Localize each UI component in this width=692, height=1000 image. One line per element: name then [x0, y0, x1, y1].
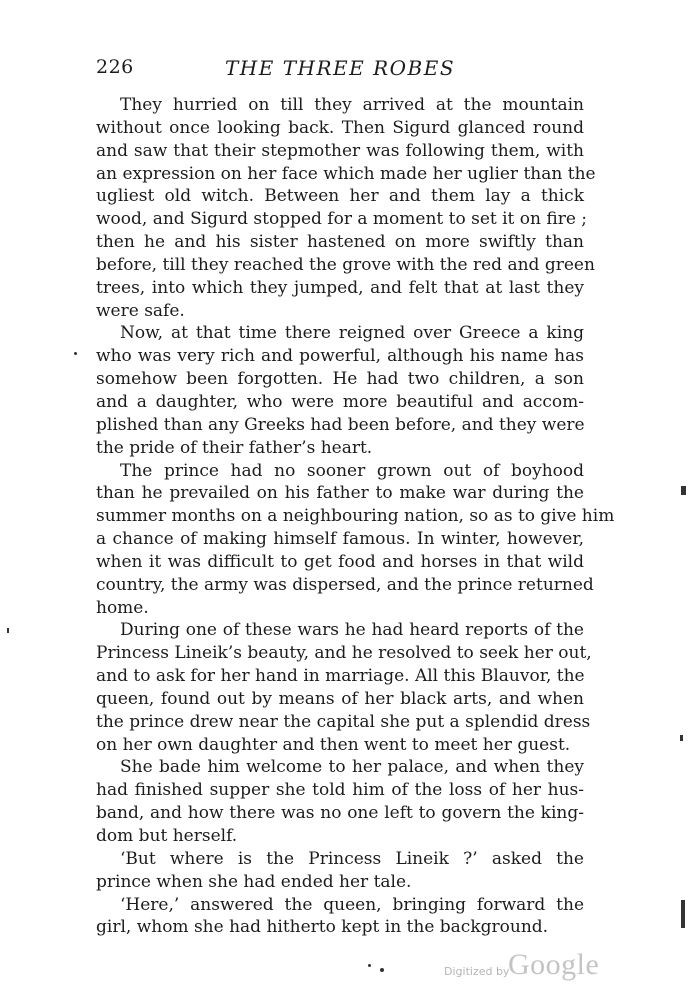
text-line: country, the army was dispersed, and the prince returned [96, 574, 594, 595]
text-line: then he and his sister hastened on more swiftly than [96, 232, 584, 253]
paragraph [96, 894, 584, 940]
google-watermark-logo: Google [508, 948, 600, 981]
text-line: ugliest old witch. Between her and them lay a thick [96, 186, 584, 207]
text-line: and saw that their stepmother was following them, with [96, 140, 584, 161]
running-head: THE THREE ROBES [224, 56, 456, 80]
text-line: were safe. [96, 300, 185, 321]
page-header [96, 56, 584, 82]
paragraph [96, 460, 615, 620]
body-text [96, 94, 615, 939]
text-line: dom but herself. [96, 826, 238, 846]
text-line: girl, whom she had hitherto kept in the background. [96, 917, 549, 938]
scan-speck [380, 968, 384, 972]
paragraph [96, 94, 596, 322]
text-line: somehow been forgotten. He had two children, a son [96, 369, 584, 390]
text-line: before, till they reached the grove with the red and green [96, 254, 595, 275]
digitized-by-label: Digitized by [444, 965, 510, 978]
scan-speck [368, 964, 371, 967]
scan-speck [681, 486, 686, 495]
text-line: on her own daughter and then went to meet her guest. [96, 734, 571, 755]
text-line: the prince drew near the capital she put a splendid dress [96, 711, 591, 732]
text-line: The prince had no sooner grown out of boyhood [120, 460, 584, 481]
text-line: ‘But where is the Princess Lineik ?’ asked the [120, 848, 584, 869]
text-line: had finished supper she told him of the loss of her hus- [96, 780, 584, 801]
text-line: Now, at that time there reigned over Greece a king [120, 323, 584, 344]
text-line: wood, and Sigurd stopped for a moment to set it on fire ; [96, 209, 588, 230]
text-line: a chance of making himself famous. In winter, however, [96, 529, 584, 550]
text-line: an expression on her face which made her uglier than the [96, 163, 596, 184]
paragraph [96, 848, 584, 894]
text-line: She bade him welcome to her palace, and when they [120, 757, 584, 778]
text-line: They hurried on till they arrived at the mountain [120, 95, 584, 115]
text-line: band, and how there was no one left to govern the king- [96, 803, 584, 824]
paragraph [96, 756, 584, 847]
text-line: and to ask for her hand in marriage. All this Blauvor, the [96, 666, 585, 687]
text-line: plished than any Greeks had been before, and they were [96, 414, 585, 435]
text-line: and a daughter, who were more beautiful and accom- [96, 391, 584, 412]
scan-speck [680, 735, 683, 741]
text-line: without once looking back. Then Sigurd glanced round [96, 117, 584, 138]
text-line: who was very rich and powerful, although his name has [96, 346, 584, 367]
text-line: Princess Lineik’s beauty, and he resolved to seek her out, [96, 643, 592, 664]
page-number: 226 [96, 56, 134, 78]
text-line: ‘Here,’ answered the queen, bringing forward the [120, 894, 584, 915]
text-line: During one of these wars he had heard reports of the [120, 620, 584, 641]
text-line: when it was difficult to get food and horses in that wild [96, 551, 584, 572]
text-line: than he prevailed on his father to make war during the [96, 483, 584, 504]
text-line: prince when she had ended her tale. [96, 871, 412, 892]
scan-speck [681, 900, 685, 928]
scan-speck [74, 352, 77, 355]
text-line: trees, into which they jumped, and felt that at last they [96, 277, 584, 298]
paragraph [96, 619, 592, 756]
scan-speck [7, 628, 9, 633]
paragraph [96, 322, 584, 459]
text-line: the pride of their father’s heart. [96, 437, 373, 458]
text-line: queen, found out by means of her black arts, and when [96, 688, 584, 709]
text-line: summer months on a neighbouring nation, so as to give him [96, 506, 615, 527]
text-line: home. [96, 597, 149, 618]
